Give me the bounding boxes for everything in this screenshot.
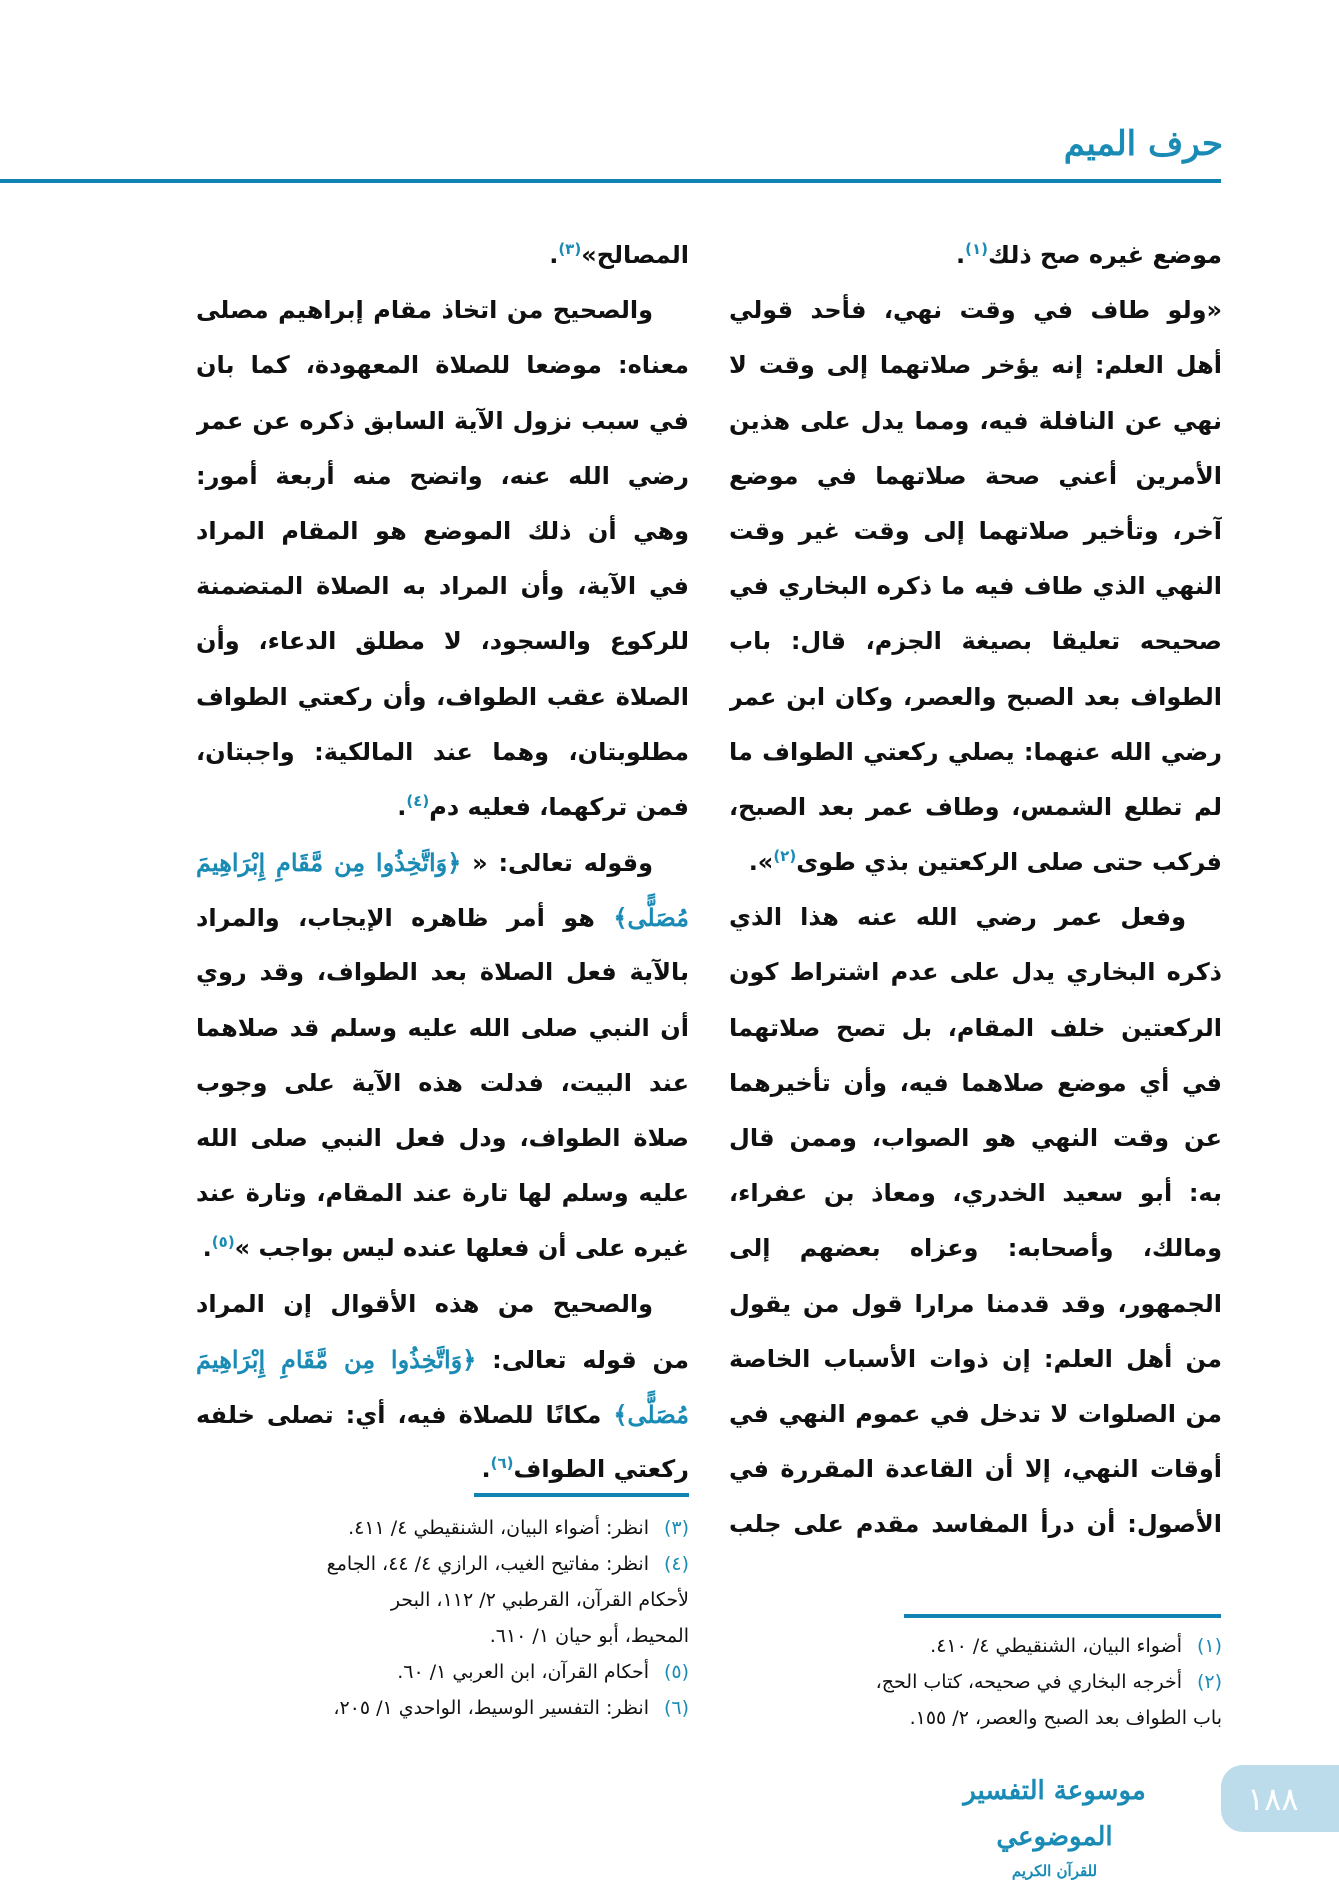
text-segment: صلاة الطواف، ودل فعل النبي صلى الله <box>196 1124 689 1152</box>
quran-verse: ﴿وَاتَّخِذُوا مِن مَّقَامِ إِبْرَاهِيمَ <box>196 848 462 878</box>
footnote-text: لأحكام القرآن، القرطبي ٢/ ١١٢، البحر <box>390 1589 689 1611</box>
footnote-line <box>196 1654 689 1690</box>
text-segment: صحيحه تعليقا بصيغة الجزم، قال: باب <box>729 627 1222 656</box>
text-segment: معناه: موضعا للصلاة المعهودة، كما بان <box>196 351 689 380</box>
quran-verse: مُصَلًّى﴾ <box>613 1399 689 1429</box>
text-segment: من قوله تعالى: <box>476 1345 689 1374</box>
text-segment: هو أمر ظاهره الإيجاب، والمراد <box>196 904 614 933</box>
page-number: ١٨٨ <box>1247 1779 1299 1818</box>
text-segment: النهي الذي طاف فيه ما ذكره البخاري في <box>729 572 1222 601</box>
footnote-number: (٦) <box>663 1697 689 1719</box>
text-segment: أوقات النهي، إلا أن القاعدة المقررة في <box>729 1455 1222 1484</box>
text-segment: آخر، وتأخير صلاتهما إلى وقت غير وقت <box>729 516 1222 545</box>
footnote-ref[interactable]: (٢) <box>773 847 797 866</box>
text-line <box>729 835 1222 890</box>
footnote-line <box>196 1546 689 1582</box>
text-segment: الأصول: أن درأ المفاسد مقدم على جلب <box>729 1510 1222 1539</box>
text-segment: نهي عن النافلة فيه، ومما يدل على هذين <box>729 406 1222 435</box>
footnote-text: انظر: مفاتيح الغيب، الرازي ٤/ ٤٤، الجامع <box>326 1553 649 1575</box>
text-line <box>729 1277 1222 1332</box>
footnote-divider-left <box>474 1493 689 1497</box>
footnote-number: (٢) <box>1196 1671 1222 1693</box>
text-segment: عليه وسلم لها تارة عند المقام، وتارة عند <box>196 1179 689 1208</box>
text-segment: ومالك، وأصحابه: وعزاه بعضهم إلى <box>729 1234 1222 1263</box>
logo-title: موسوعة التفسير الموضوعي <box>963 1776 1146 1852</box>
text-line <box>729 559 1222 614</box>
chapter-title: حرف الميم <box>1063 124 1223 164</box>
text-segment: الركعتين خلف المقام، بل تصح صلاتهما <box>729 1013 1222 1042</box>
text-segment: بالآية فعل الصلاة بعد الطواف، وقد روي <box>196 958 689 987</box>
text-line <box>196 283 689 338</box>
text-segment: الطواف بعد الصبح والعصر، وكان ابن عمر <box>729 682 1222 711</box>
text-line <box>196 780 689 835</box>
footnote-line <box>729 1628 1222 1664</box>
footnote-text: انظر: أضواء البيان، الشنقيطي ٤/ ٤١١. <box>348 1517 649 1539</box>
text-segment: والصحيح من هذه الأقوال إن المراد <box>196 1289 653 1318</box>
text-segment: أن النبي صلى الله عليه وسلم قد صلاهما <box>196 1013 689 1042</box>
text-line <box>196 394 689 449</box>
text-line <box>729 780 1222 835</box>
footnote-line <box>196 1690 689 1726</box>
footnote-ref[interactable]: (١) <box>965 240 988 258</box>
text-segment: عند البيت، فدلت هذه الآية على وجوب <box>196 1068 689 1097</box>
text-line <box>196 1387 689 1442</box>
text-line <box>196 725 689 780</box>
text-line <box>729 1001 1222 1056</box>
text-line <box>729 1442 1222 1497</box>
footnote-ref[interactable]: (٣) <box>558 240 582 258</box>
text-segment: «ولو طاف في وقت نهي، فأحد قولي <box>729 296 1222 325</box>
text-line <box>729 228 1222 283</box>
logo-subtitle: للقرآن الكريم <box>1011 1862 1098 1880</box>
text-segment: عن وقت النهي هو الصواب، وممن قال <box>729 1124 1222 1152</box>
text-line <box>729 725 1222 780</box>
text-line <box>196 1442 689 1497</box>
text-segment: فمن تركهما، فعليه دم <box>429 792 689 821</box>
text-line <box>196 1111 689 1166</box>
footnote-number: (١) <box>1196 1635 1222 1657</box>
footnote-text: أخرجه البخاري في صحيحه، كتاب الحج، <box>875 1671 1182 1693</box>
text-segment: . <box>549 241 559 269</box>
text-segment: غيره على أن فعلها عنده ليس بواجب » <box>234 1234 689 1263</box>
text-segment: الجمهور، وقد قدمنا مرارا قول من يقول <box>729 1289 1222 1318</box>
text-line <box>729 1387 1222 1442</box>
footnote-text: أحكام القرآن، ابن العربي ١/ ٦٠. <box>397 1661 649 1683</box>
footnotes-left <box>196 1510 689 1726</box>
text-line <box>729 614 1222 669</box>
right-text-column <box>729 228 1222 1553</box>
left-text-column <box>196 228 689 1497</box>
footnote-ref[interactable]: (٦) <box>490 1454 514 1473</box>
footnote-line <box>196 1510 689 1546</box>
text-line <box>729 1221 1222 1276</box>
footnote-number: (٥) <box>663 1661 689 1683</box>
text-segment: ركعتي الطواف <box>513 1455 689 1484</box>
text-segment: أهل العلم: إنه يؤخر صلاتهما إلى وقت لا <box>729 351 1222 380</box>
quran-verse: مُصَلًّى﴾ <box>613 903 689 933</box>
encyclopedia-logo <box>934 1768 1175 1880</box>
text-line <box>196 1166 689 1221</box>
text-line <box>729 945 1222 1000</box>
text-segment: الأمرين أعني صحة صلاتهما في موضع <box>729 461 1222 490</box>
footnote-text: انظر: التفسير الوسيط، الواحدي ١/ ٢٠٥، <box>333 1697 649 1719</box>
footnote-text: أضواء البيان، الشنقيطي ٤/ ٤١٠. <box>930 1635 1182 1657</box>
text-segment: في أي موضع صلاهما فيه، وأن تأخيرهما <box>729 1068 1222 1097</box>
text-line <box>196 504 689 559</box>
text-segment: وفعل عمر رضي الله عنه هذا الذي <box>729 903 1186 932</box>
text-line <box>729 504 1222 559</box>
header-divider <box>0 179 1221 183</box>
text-segment: . <box>955 241 966 269</box>
text-segment: به: أبو سعيد الخدري، ومعاذ بن عفراء، <box>729 1179 1222 1208</box>
text-segment: في سبب نزول الآية السابق ذكره عن عمر <box>196 406 689 435</box>
quran-verse: ﴿وَاتَّخِذُوا مِن مَّقَامِ إِبْرَاهِيمَ <box>196 1344 477 1374</box>
text-segment: المصالح» <box>581 241 689 269</box>
footnote-number: (٣) <box>663 1517 689 1539</box>
text-line <box>196 1332 689 1387</box>
text-line <box>196 449 689 504</box>
text-line <box>729 890 1222 945</box>
footnote-text: باب الطواف بعد الصبح والعصر، ٢/ ١٥٥. <box>909 1707 1222 1729</box>
text-segment: رضي الله عنهما: يصلي ركعتي الطواف ما <box>729 737 1222 766</box>
text-segment: . <box>202 1234 212 1263</box>
footnote-line <box>729 1664 1222 1700</box>
text-line <box>196 1001 689 1056</box>
text-segment: مطلوبتان، وهما عند المالكية: واجبتان، <box>196 737 689 766</box>
footnote-ref[interactable]: (٤) <box>406 791 430 810</box>
text-line <box>729 283 1222 338</box>
text-line <box>729 1497 1222 1552</box>
footnote-divider-right <box>904 1614 1221 1618</box>
text-segment: رضي الله عنه، واتضح منه أربعة أمور: <box>196 461 689 490</box>
text-line <box>196 890 689 945</box>
footnote-number: (٤) <box>663 1553 689 1575</box>
footnote-ref[interactable]: (٥) <box>211 1233 235 1252</box>
footnote-line <box>196 1618 689 1654</box>
text-line <box>729 1056 1222 1111</box>
text-line <box>729 1166 1222 1221</box>
text-line <box>196 945 689 1000</box>
text-line <box>196 670 689 725</box>
text-line <box>196 228 689 283</box>
text-segment: . <box>481 1455 491 1484</box>
text-line <box>729 670 1222 725</box>
text-segment: . <box>397 792 407 821</box>
text-segment: مكانًا للصلاة فيه، أي: تصلى خلفه <box>196 1400 614 1429</box>
text-line <box>729 1111 1222 1166</box>
text-segment: والصحيح من اتخاذ مقام إبراهيم مصلى <box>196 296 653 325</box>
text-line <box>196 614 689 669</box>
footnote-line <box>196 1582 689 1618</box>
text-segment: موضع غيره صح ذلك <box>987 241 1222 269</box>
text-line <box>196 338 689 393</box>
text-line <box>196 1221 689 1276</box>
text-segment: لم تطلع الشمس، وطاف عمر بعد الصبح، <box>729 792 1222 821</box>
text-segment: الصلاة عقب الطواف، وأن ركعتي الطواف <box>196 682 689 711</box>
text-line <box>196 1277 689 1332</box>
text-line <box>196 559 689 614</box>
text-segment: للركوع والسجود، لا مطلق الدعاء، وأن <box>196 627 689 656</box>
text-line <box>196 1056 689 1111</box>
text-segment: ». <box>748 848 774 877</box>
text-line <box>729 449 1222 504</box>
text-segment: في الآية، وأن المراد به الصلاة المتضمنة <box>196 572 689 601</box>
text-line <box>729 338 1222 393</box>
page-number-tab <box>1221 1765 1339 1832</box>
text-line <box>196 835 689 890</box>
text-segment: ذكره البخاري يدل على عدم اشتراط كون <box>729 958 1222 987</box>
text-segment: وقوله تعالى: « <box>461 849 653 878</box>
text-line <box>729 1332 1222 1387</box>
footnote-line <box>729 1700 1222 1736</box>
text-segment: فركب حتى صلى الركعتين بذي طوى <box>796 848 1222 877</box>
text-segment: وهي أن ذلك الموضع هو المقام المراد <box>196 516 689 545</box>
text-segment: من أهل العلم: إن ذوات الأسباب الخاصة <box>729 1344 1222 1373</box>
footnote-text: المحيط، أبو حيان ١/ ٦١٠. <box>489 1625 689 1647</box>
footnotes-right <box>729 1628 1222 1736</box>
text-line <box>729 394 1222 449</box>
text-segment: من الصلوات لا تدخل في عموم النهي في <box>729 1399 1222 1428</box>
